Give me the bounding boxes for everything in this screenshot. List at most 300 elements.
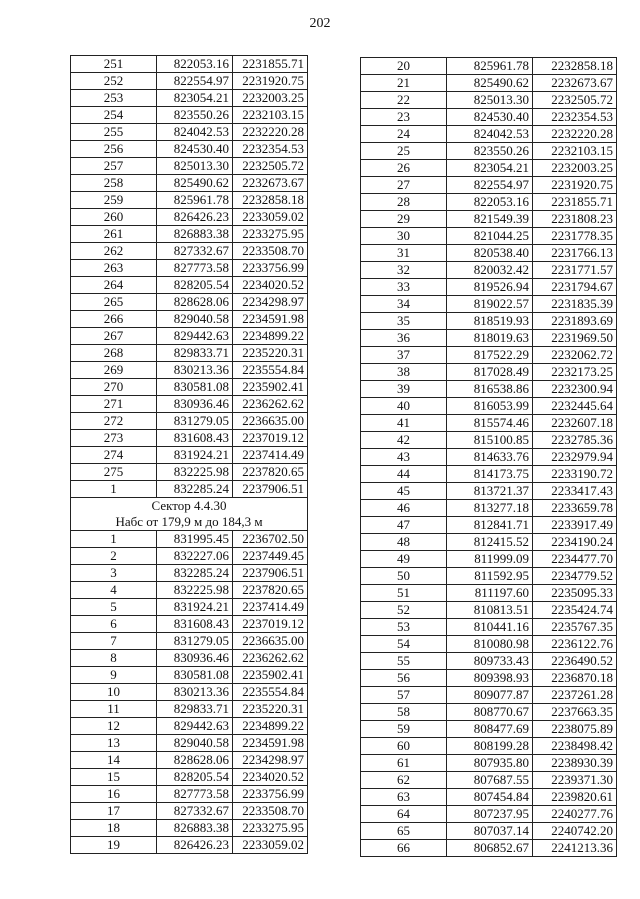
point-number: 36 (361, 330, 447, 347)
table-row (71, 837, 308, 854)
point-number: 33 (361, 279, 447, 296)
table-row (71, 379, 308, 396)
y-coordinate: 2235220.31 (233, 701, 308, 718)
point-number: 19 (71, 837, 157, 854)
table-row (71, 582, 308, 599)
y-coordinate: 2231855.71 (533, 194, 617, 211)
x-coordinate: 832285.24 (157, 565, 233, 582)
y-coordinate: 2231855.71 (233, 56, 308, 73)
table-row (361, 211, 617, 228)
point-number: 35 (361, 313, 447, 330)
x-coordinate: 828628.06 (157, 752, 233, 769)
y-coordinate: 2231794.67 (533, 279, 617, 296)
point-number: 252 (71, 73, 157, 90)
y-coordinate: 2233508.70 (233, 243, 308, 260)
x-coordinate: 810441.16 (447, 619, 533, 636)
point-number: 264 (71, 277, 157, 294)
y-coordinate: 2231920.75 (233, 73, 308, 90)
y-coordinate: 2231808.23 (533, 211, 617, 228)
point-number: 263 (71, 260, 157, 277)
table-row (71, 565, 308, 582)
y-coordinate: 2236490.52 (533, 653, 617, 670)
y-coordinate: 2234591.98 (233, 311, 308, 328)
x-coordinate: 828205.54 (157, 769, 233, 786)
table-row (71, 650, 308, 667)
y-coordinate: 2234477.70 (533, 551, 617, 568)
x-coordinate: 818519.93 (447, 313, 533, 330)
point-number: 251 (71, 56, 157, 73)
y-coordinate: 2232858.18 (233, 192, 308, 209)
y-coordinate: 2238075.89 (533, 721, 617, 738)
x-coordinate: 817028.49 (447, 364, 533, 381)
table-row (71, 752, 308, 769)
table-row (71, 430, 308, 447)
y-coordinate: 2237414.49 (233, 447, 308, 464)
y-coordinate: 2234899.22 (233, 718, 308, 735)
point-number: 267 (71, 328, 157, 345)
x-coordinate: 807687.55 (447, 772, 533, 789)
x-coordinate: 823550.26 (157, 107, 233, 124)
x-coordinate: 826426.23 (157, 209, 233, 226)
x-coordinate: 809733.43 (447, 653, 533, 670)
y-coordinate: 2233190.72 (533, 466, 617, 483)
coordinates-table-left (70, 55, 308, 854)
table-row (361, 772, 617, 789)
x-coordinate: 811999.09 (447, 551, 533, 568)
y-coordinate: 2235424.74 (533, 602, 617, 619)
x-coordinate: 818019.63 (447, 330, 533, 347)
table-row (361, 347, 617, 364)
x-coordinate: 829442.63 (157, 328, 233, 345)
table-row (361, 381, 617, 398)
table-row (71, 243, 308, 260)
y-coordinate: 2238498.42 (533, 738, 617, 755)
x-coordinate: 822053.16 (157, 56, 233, 73)
point-number: 39 (361, 381, 447, 398)
table-row (361, 534, 617, 551)
point-number: 254 (71, 107, 157, 124)
point-number: 55 (361, 653, 447, 670)
x-coordinate: 813721.37 (447, 483, 533, 500)
point-number: 12 (71, 718, 157, 735)
point-number: 60 (361, 738, 447, 755)
y-coordinate: 2234298.97 (233, 294, 308, 311)
table-row (71, 90, 308, 107)
y-coordinate: 2241213.36 (533, 840, 617, 857)
point-number: 1 (71, 481, 157, 498)
point-number: 40 (361, 398, 447, 415)
table-row (71, 158, 308, 175)
point-number: 1 (71, 531, 157, 548)
table-row (361, 483, 617, 500)
table-row (361, 823, 617, 840)
table-row (361, 228, 617, 245)
point-number: 21 (361, 75, 447, 92)
point-number: 15 (71, 769, 157, 786)
table-row (71, 735, 308, 752)
x-coordinate: 826426.23 (157, 837, 233, 854)
x-coordinate: 824042.53 (447, 126, 533, 143)
point-number: 30 (361, 228, 447, 245)
x-coordinate: 807935.80 (447, 755, 533, 772)
table-row (71, 447, 308, 464)
y-coordinate: 2239820.61 (533, 789, 617, 806)
x-coordinate: 807454.84 (447, 789, 533, 806)
y-coordinate: 2232607.18 (533, 415, 617, 432)
y-coordinate: 2234779.52 (533, 568, 617, 585)
table-row (361, 330, 617, 347)
point-number: 41 (361, 415, 447, 432)
table-row (71, 277, 308, 294)
point-number: 273 (71, 430, 157, 447)
point-number: 28 (361, 194, 447, 211)
table-row (361, 415, 617, 432)
point-number: 275 (71, 464, 157, 481)
y-coordinate: 2234190.24 (533, 534, 617, 551)
table-row (361, 92, 617, 109)
table-row (361, 755, 617, 772)
table-row (361, 551, 617, 568)
y-coordinate: 2233275.95 (233, 820, 308, 837)
sector-title: Сектор 4.4.30 (71, 498, 308, 515)
x-coordinate: 809077.87 (447, 687, 533, 704)
x-coordinate: 825961.78 (157, 192, 233, 209)
table-row (71, 531, 308, 548)
x-coordinate: 820538.40 (447, 245, 533, 262)
point-number: 23 (361, 109, 447, 126)
point-number: 44 (361, 466, 447, 483)
x-coordinate: 831608.43 (157, 430, 233, 447)
y-coordinate: 2232103.15 (233, 107, 308, 124)
point-number: 262 (71, 243, 157, 260)
y-coordinate: 2236702.50 (233, 531, 308, 548)
table-row (361, 789, 617, 806)
point-number: 261 (71, 226, 157, 243)
y-coordinate: 2232445.64 (533, 398, 617, 415)
y-coordinate: 2234298.97 (233, 752, 308, 769)
table-row (361, 245, 617, 262)
y-coordinate: 2239371.30 (533, 772, 617, 789)
x-coordinate: 824530.40 (447, 109, 533, 126)
point-number: 271 (71, 396, 157, 413)
x-coordinate: 823054.21 (157, 90, 233, 107)
table-row (71, 616, 308, 633)
x-coordinate: 827332.67 (157, 243, 233, 260)
x-coordinate: 823550.26 (447, 143, 533, 160)
x-coordinate: 832225.98 (157, 464, 233, 481)
y-coordinate: 2234020.52 (233, 277, 308, 294)
point-number: 274 (71, 447, 157, 464)
y-coordinate: 2237019.12 (233, 616, 308, 633)
point-number: 31 (361, 245, 447, 262)
y-coordinate: 2232979.94 (533, 449, 617, 466)
table-row (71, 769, 308, 786)
table-row (71, 599, 308, 616)
point-number: 257 (71, 158, 157, 175)
x-coordinate: 814173.75 (447, 466, 533, 483)
y-coordinate: 2236635.00 (233, 633, 308, 650)
y-coordinate: 2235902.41 (233, 379, 308, 396)
point-number: 59 (361, 721, 447, 738)
y-coordinate: 2233756.99 (233, 786, 308, 803)
table-row (71, 362, 308, 379)
coordinates-table-right (360, 57, 617, 857)
x-coordinate: 832285.24 (157, 481, 233, 498)
table-row (71, 684, 308, 701)
left-table-body-a (71, 56, 308, 498)
table-row (71, 328, 308, 345)
y-coordinate: 2234899.22 (233, 328, 308, 345)
point-number: 62 (361, 772, 447, 789)
point-number: 266 (71, 311, 157, 328)
table-row (361, 313, 617, 330)
x-coordinate: 825490.62 (447, 75, 533, 92)
x-coordinate: 813277.18 (447, 500, 533, 517)
table-row (71, 141, 308, 158)
point-number: 4 (71, 582, 157, 599)
y-coordinate: 2237906.51 (233, 565, 308, 582)
x-coordinate: 824042.53 (157, 124, 233, 141)
y-coordinate: 2232354.53 (233, 141, 308, 158)
y-coordinate: 2231766.13 (533, 245, 617, 262)
table-row (71, 667, 308, 684)
page-number: 202 (309, 16, 331, 31)
point-number: 10 (71, 684, 157, 701)
table-row (361, 568, 617, 585)
table-row (71, 701, 308, 718)
x-coordinate: 808199.28 (447, 738, 533, 755)
table-row (361, 160, 617, 177)
y-coordinate: 2233059.02 (233, 209, 308, 226)
y-coordinate: 2233917.49 (533, 517, 617, 534)
point-number: 57 (361, 687, 447, 704)
table-row (361, 670, 617, 687)
y-coordinate: 2231920.75 (533, 177, 617, 194)
sector-subtitle-row (71, 514, 308, 531)
table-row (361, 466, 617, 483)
point-number: 270 (71, 379, 157, 396)
x-coordinate: 822053.16 (447, 194, 533, 211)
point-number: 47 (361, 517, 447, 534)
table-row (361, 75, 617, 92)
y-coordinate: 2232173.25 (533, 364, 617, 381)
point-number: 53 (361, 619, 447, 636)
point-number: 11 (71, 701, 157, 718)
point-number: 24 (361, 126, 447, 143)
y-coordinate: 2233659.78 (533, 500, 617, 517)
y-coordinate: 2233417.43 (533, 483, 617, 500)
x-coordinate: 829833.71 (157, 701, 233, 718)
x-coordinate: 825961.78 (447, 58, 533, 75)
table-row (361, 194, 617, 211)
table-row (71, 107, 308, 124)
table-row (361, 704, 617, 721)
y-coordinate: 2232300.94 (533, 381, 617, 398)
point-number: 9 (71, 667, 157, 684)
point-number: 32 (361, 262, 447, 279)
y-coordinate: 2237663.35 (533, 704, 617, 721)
y-coordinate: 2236635.00 (233, 413, 308, 430)
point-number: 45 (361, 483, 447, 500)
x-coordinate: 830936.46 (157, 650, 233, 667)
table-row (361, 364, 617, 381)
x-coordinate: 816538.86 (447, 381, 533, 398)
point-number: 20 (361, 58, 447, 75)
x-coordinate: 828628.06 (157, 294, 233, 311)
point-number: 260 (71, 209, 157, 226)
table-row (361, 432, 617, 449)
x-coordinate: 808770.67 (447, 704, 533, 721)
x-coordinate: 809398.93 (447, 670, 533, 687)
point-number: 66 (361, 840, 447, 857)
table-row (71, 260, 308, 277)
x-coordinate: 827332.67 (157, 803, 233, 820)
table-row (71, 786, 308, 803)
table-row (71, 175, 308, 192)
point-number: 38 (361, 364, 447, 381)
table-row (361, 143, 617, 160)
table-row (71, 464, 308, 481)
x-coordinate: 810813.51 (447, 602, 533, 619)
point-number: 3 (71, 565, 157, 582)
x-coordinate: 830581.08 (157, 379, 233, 396)
table-row (361, 500, 617, 517)
y-coordinate: 2237414.49 (233, 599, 308, 616)
table-row (71, 633, 308, 650)
point-number: 58 (361, 704, 447, 721)
x-coordinate: 831995.45 (157, 531, 233, 548)
y-coordinate: 2237906.51 (233, 481, 308, 498)
y-coordinate: 2232505.72 (233, 158, 308, 175)
x-coordinate: 814633.76 (447, 449, 533, 466)
x-coordinate: 825013.30 (447, 92, 533, 109)
point-number: 61 (361, 755, 447, 772)
x-coordinate: 831924.21 (157, 447, 233, 464)
y-coordinate: 2240742.20 (533, 823, 617, 840)
table-row (361, 279, 617, 296)
table-row (361, 177, 617, 194)
point-number: 49 (361, 551, 447, 568)
x-coordinate: 817522.29 (447, 347, 533, 364)
table-row (361, 636, 617, 653)
table-row (71, 226, 308, 243)
x-coordinate: 820032.42 (447, 262, 533, 279)
x-coordinate: 829442.63 (157, 718, 233, 735)
y-coordinate: 2232003.25 (233, 90, 308, 107)
x-coordinate: 806852.67 (447, 840, 533, 857)
x-coordinate: 811197.60 (447, 585, 533, 602)
point-number: 51 (361, 585, 447, 602)
table-row (361, 687, 617, 704)
x-coordinate: 811592.95 (447, 568, 533, 585)
y-coordinate: 2232103.15 (533, 143, 617, 160)
y-coordinate: 2235767.35 (533, 619, 617, 636)
table-row (71, 192, 308, 209)
point-number: 18 (71, 820, 157, 837)
point-number: 42 (361, 432, 447, 449)
table-row (71, 294, 308, 311)
x-coordinate: 815574.46 (447, 415, 533, 432)
point-number: 258 (71, 175, 157, 192)
y-coordinate: 2232220.28 (233, 124, 308, 141)
y-coordinate: 2232003.25 (533, 160, 617, 177)
table-row (361, 721, 617, 738)
table-row (361, 602, 617, 619)
point-number: 13 (71, 735, 157, 752)
x-coordinate: 824530.40 (157, 141, 233, 158)
point-number: 16 (71, 786, 157, 803)
point-number: 54 (361, 636, 447, 653)
table-row (361, 619, 617, 636)
point-number: 64 (361, 806, 447, 823)
x-coordinate: 830581.08 (157, 667, 233, 684)
point-number: 265 (71, 294, 157, 311)
x-coordinate: 825490.62 (157, 175, 233, 192)
table-row (71, 345, 308, 362)
x-coordinate: 826883.38 (157, 820, 233, 837)
table-row (71, 481, 308, 498)
table-row (361, 840, 617, 857)
table-row (71, 820, 308, 837)
y-coordinate: 2238930.39 (533, 755, 617, 772)
right-table-body (361, 58, 617, 857)
y-coordinate: 2236262.62 (233, 396, 308, 413)
x-coordinate: 819526.94 (447, 279, 533, 296)
x-coordinate: 829833.71 (157, 345, 233, 362)
y-coordinate: 2232062.72 (533, 347, 617, 364)
x-coordinate: 823054.21 (447, 160, 533, 177)
y-coordinate: 2231893.69 (533, 313, 617, 330)
x-coordinate: 808477.69 (447, 721, 533, 738)
point-number: 48 (361, 534, 447, 551)
x-coordinate: 827773.58 (157, 260, 233, 277)
x-coordinate: 828205.54 (157, 277, 233, 294)
y-coordinate: 2232220.28 (533, 126, 617, 143)
x-coordinate: 829040.58 (157, 311, 233, 328)
y-coordinate: 2233756.99 (233, 260, 308, 277)
x-coordinate: 832225.98 (157, 582, 233, 599)
table-row (361, 109, 617, 126)
table-row (71, 124, 308, 141)
table-row (71, 56, 308, 73)
point-number: 256 (71, 141, 157, 158)
x-coordinate: 812415.52 (447, 534, 533, 551)
y-coordinate: 2231969.50 (533, 330, 617, 347)
y-coordinate: 2235554.84 (233, 684, 308, 701)
y-coordinate: 2232505.72 (533, 92, 617, 109)
x-coordinate: 825013.30 (157, 158, 233, 175)
y-coordinate: 2237261.28 (533, 687, 617, 704)
table-row (71, 548, 308, 565)
x-coordinate: 832227.06 (157, 548, 233, 565)
x-coordinate: 807037.14 (447, 823, 533, 840)
y-coordinate: 2232858.18 (533, 58, 617, 75)
y-coordinate: 2233059.02 (233, 837, 308, 854)
point-number: 22 (361, 92, 447, 109)
point-number: 259 (71, 192, 157, 209)
point-number: 26 (361, 160, 447, 177)
y-coordinate: 2232785.36 (533, 432, 617, 449)
x-coordinate: 821549.39 (447, 211, 533, 228)
x-coordinate: 815100.85 (447, 432, 533, 449)
point-number: 272 (71, 413, 157, 430)
y-coordinate: 2231835.39 (533, 296, 617, 313)
y-coordinate: 2235095.33 (533, 585, 617, 602)
point-number: 25 (361, 143, 447, 160)
table-row (361, 738, 617, 755)
table-row (361, 262, 617, 279)
y-coordinate: 2231771.57 (533, 262, 617, 279)
